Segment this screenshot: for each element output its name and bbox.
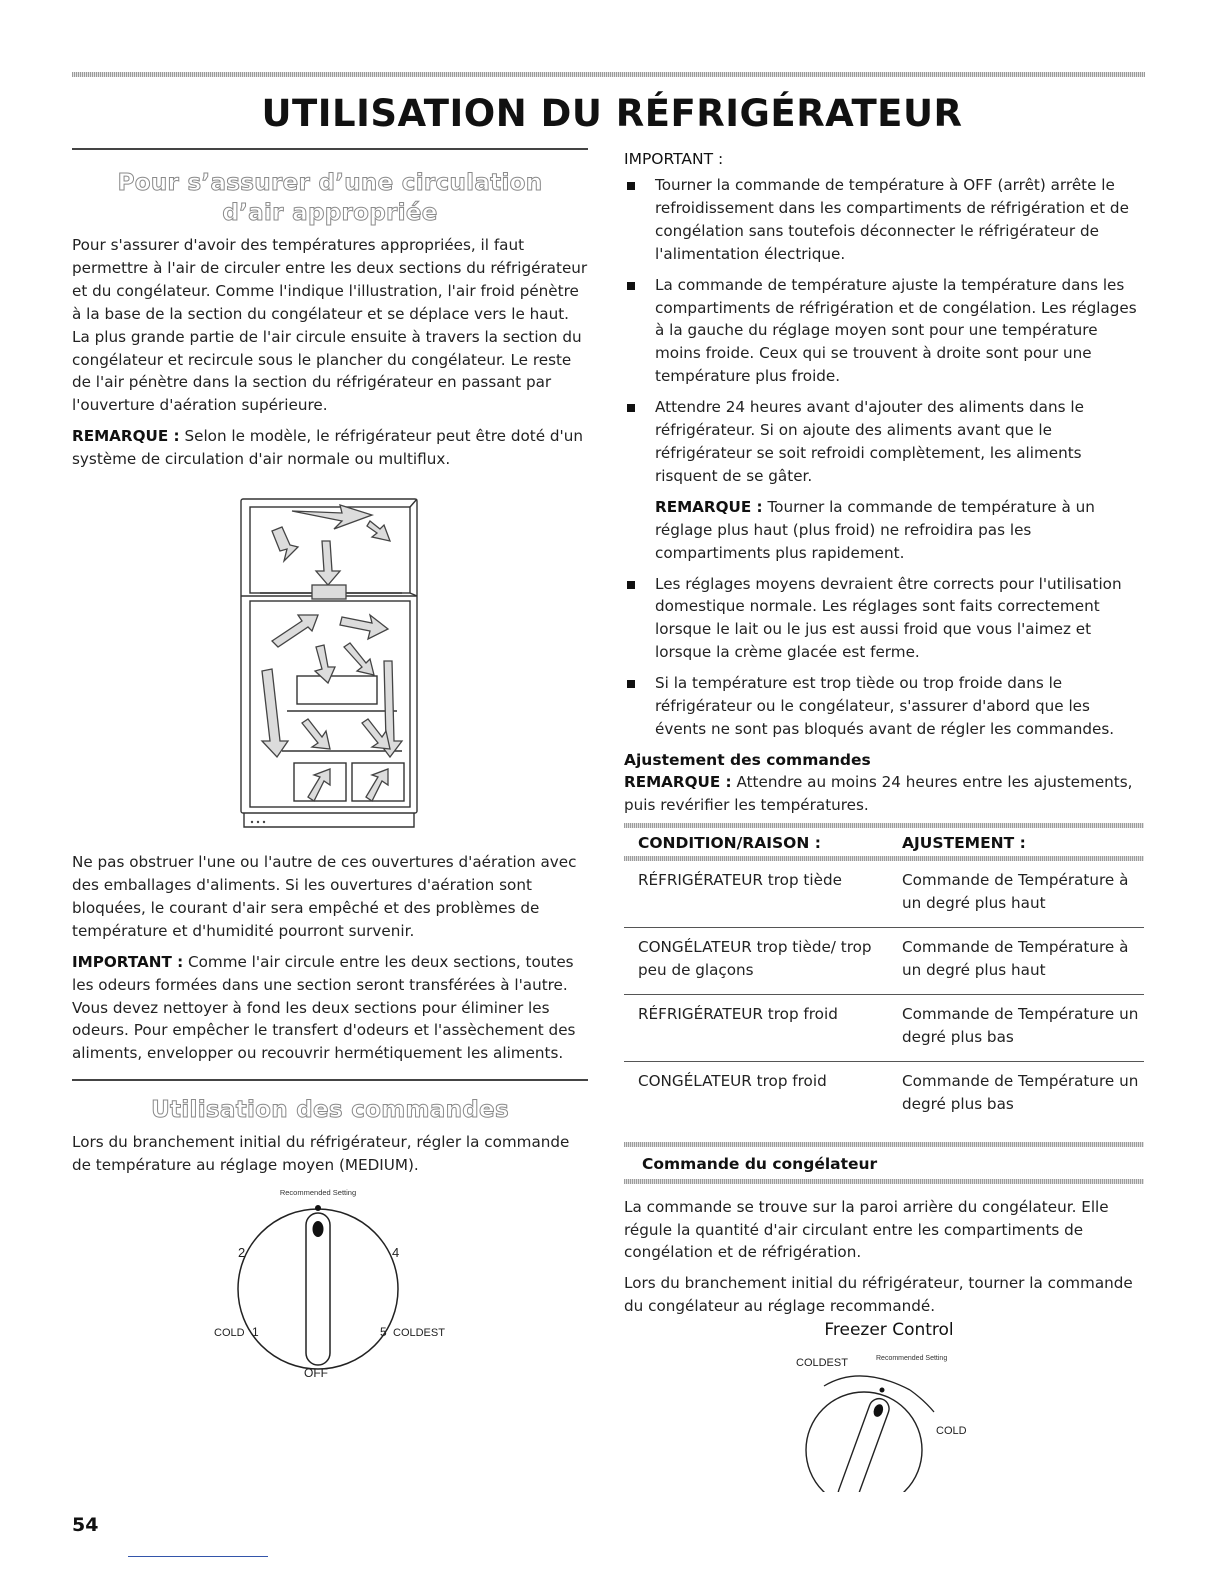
top-rule xyxy=(72,72,1145,77)
freezer-paragraph-1: La commande se trouve sur la paroi arrière du congélateur. Elle régule la quantité d'air circulant entre les compartiments de congélation et de réfrigération. xyxy=(624,1197,1109,1262)
bullet-marker xyxy=(627,182,635,190)
freezer-cold-label: COLD xyxy=(936,1425,967,1438)
table-row: CONGÉLATEUR trop froid Commande de Température un degré plus bas xyxy=(638,1071,1139,1113)
adjust-heading: Ajustement des commandes xyxy=(624,750,871,769)
left-column xyxy=(72,148,588,1385)
important-bullet-list-2 xyxy=(624,573,1144,741)
note-text: Selon le modèle, le réfrigérateur peut être doté d'un système de circulation d'air normale ou multiflux. xyxy=(72,427,583,469)
important-text: Comme l'air circule entre les deux sections, toutes les odeurs formées dans une section seront transférées à l'autre. Vous devez nettoyer à fond les deux sections pour éliminer les odeurs. Pour empêcher le transfert d'odeurs et l'assèchement des aliments, envelopper ou recouvrir hermétiquement les aliments. xyxy=(72,952,576,1063)
controls-heading: Utilisation des commandes xyxy=(151,1097,509,1124)
bullet-marker xyxy=(627,581,635,589)
dial-mark-4: 4 xyxy=(392,1245,400,1261)
footer-line xyxy=(128,1556,268,1557)
dial-coldest-label: COLDEST xyxy=(393,1327,445,1340)
page-number: 54 xyxy=(72,1514,99,1536)
adjust-note: REMARQUE : Attendre au moins 24 heures entre les ajustements, puis revérifier les températures. xyxy=(624,772,1133,814)
important-bullet-list xyxy=(624,174,1144,488)
freezer-recommended-label: Recommended Setting xyxy=(876,1355,948,1363)
airflow-heading-line2: d’air appropriée xyxy=(222,200,438,226)
vent-paragraph: Ne pas obstruer l'une ou l'autre de ces ouvertures d'aération avec des emballages d'aliments. Si les ouvertures d'aération sont bloquées, le courant d'air sera empêché et des problèmes de température et d'humidité pourront survenir. xyxy=(72,853,577,940)
dial-mark-1: 1 xyxy=(252,1325,259,1340)
table-row: RÉFRIGÉRATEUR trop froid Commande de Température un degré plus bas xyxy=(624,994,1144,1061)
table-header-condition: CONDITION/RAISON : xyxy=(638,833,821,852)
table-row: CONGÉLATEUR trop tiède/ trop peu de glaçons Commande de Température à un degré plus haut xyxy=(624,927,1144,994)
table-row: RÉFRIGÉRATEUR trop tiède Commande de Température à un degré plus haut xyxy=(624,861,1144,928)
dial-cold-label: COLD xyxy=(214,1327,245,1340)
important-label: IMPORTANT : xyxy=(72,952,184,971)
refrigerator-airflow-illustration xyxy=(72,491,588,843)
bullet-item: Si la température est trop tiède ou trop froide dans le réfrigérateur ou le congélateur, s'assurer d'abord que les évents ne sont pas bloqués avant de régler les commandes. xyxy=(624,672,1144,741)
bullet-marker xyxy=(627,404,635,412)
bullet-note: REMARQUE : Tourner la commande de température à un réglage plus haut (plus froid) ne refroidira pas les compartiments plus rapidement. xyxy=(655,497,1095,562)
bullet-item: La commande de température ajuste la température dans les compartiments de réfrigération et de congélation. Les réglages à la gauche du réglage moyen sont pour une température moins froide. Ceux qui se trouvent à droite sont pour une température plus froide. xyxy=(624,274,1144,389)
bullet-item: Tourner la commande de température à OFF (arrêt) arrête le refroidissement dans les compartiments de réfrigération et de congélation sans toutefois déconnecter le réfrigérateur de l'alimentation électrique. xyxy=(624,174,1144,266)
airflow-note xyxy=(72,425,588,471)
right-column xyxy=(624,148,1144,1492)
freezer-coldest-label: COLDEST xyxy=(796,1357,848,1370)
airflow-heading xyxy=(72,168,588,228)
bullet-marker xyxy=(627,282,635,290)
airflow-paragraph: Pour s'assurer d'avoir des températures appropriées, il faut permettre à l'air de circuler entre les deux sections du réfrigérateur et du congélateur. Comme l'indique l'illustration, l'air froid pénètre à la base de la section du congélateur et se déplace vers le haut. La plus grande partie de l'air circule ensuite à travers la section du congélateur et recircule sous le plancher du congélateur. Le reste de l'air pénètre dans la section du réfrigérateur en passant par l'ouverture d'aération supérieure. xyxy=(72,236,588,415)
airflow-heading-line1: Pour s’assurer d’une circulation xyxy=(117,170,543,196)
dial-mark-2: 2 xyxy=(238,1245,246,1261)
bullet-item: Les réglages moyens devraient être corrects pour l'utilisation domestique normale. Les réglages sont faits correctement lorsque le lait ou le jus est aussi froid que vous l'aimez et lorsque la crème glacée est ferme. xyxy=(624,573,1144,665)
bullet-item: Attendre 24 heures avant d'ajouter des aliments dans le réfrigérateur. Si on ajoute des aliments avant que le réfrigérateur se soit refroidi complètement, les aliments risquent de se gâter. xyxy=(624,396,1144,488)
freezer-control-title: Freezer Control xyxy=(824,1320,954,1341)
page-title: UTILISATION DU RÉFRIGÉRATEUR xyxy=(261,92,963,135)
freezer-control-dial xyxy=(624,1342,1144,1492)
freezer-heading: Commande du congélateur xyxy=(642,1154,878,1173)
adjustment-table xyxy=(624,828,1144,1128)
dial-mark-5: 5 xyxy=(380,1325,387,1340)
bullet-marker xyxy=(627,680,635,688)
important-heading: IMPORTANT : xyxy=(624,150,724,168)
important-paragraph xyxy=(72,951,588,1066)
freezer-paragraph-2: Lors du branchement initial du réfrigérateur, tourner la commande du congélateur au réglage recommandé. xyxy=(624,1274,1133,1316)
controls-paragraph: Lors du branchement initial du réfrigérateur, régler la commande de température au réglage moyen (MEDIUM). xyxy=(72,1133,570,1175)
temperature-control-dial xyxy=(72,1185,588,1385)
dial-recommended-label: Recommended Setting xyxy=(279,1188,357,1198)
table-header-row xyxy=(624,828,1144,856)
note-label: REMARQUE : xyxy=(72,427,180,446)
dial-off-label: OFF xyxy=(304,1366,328,1381)
table-header-adjustment: AJUSTEMENT : xyxy=(902,833,1026,852)
